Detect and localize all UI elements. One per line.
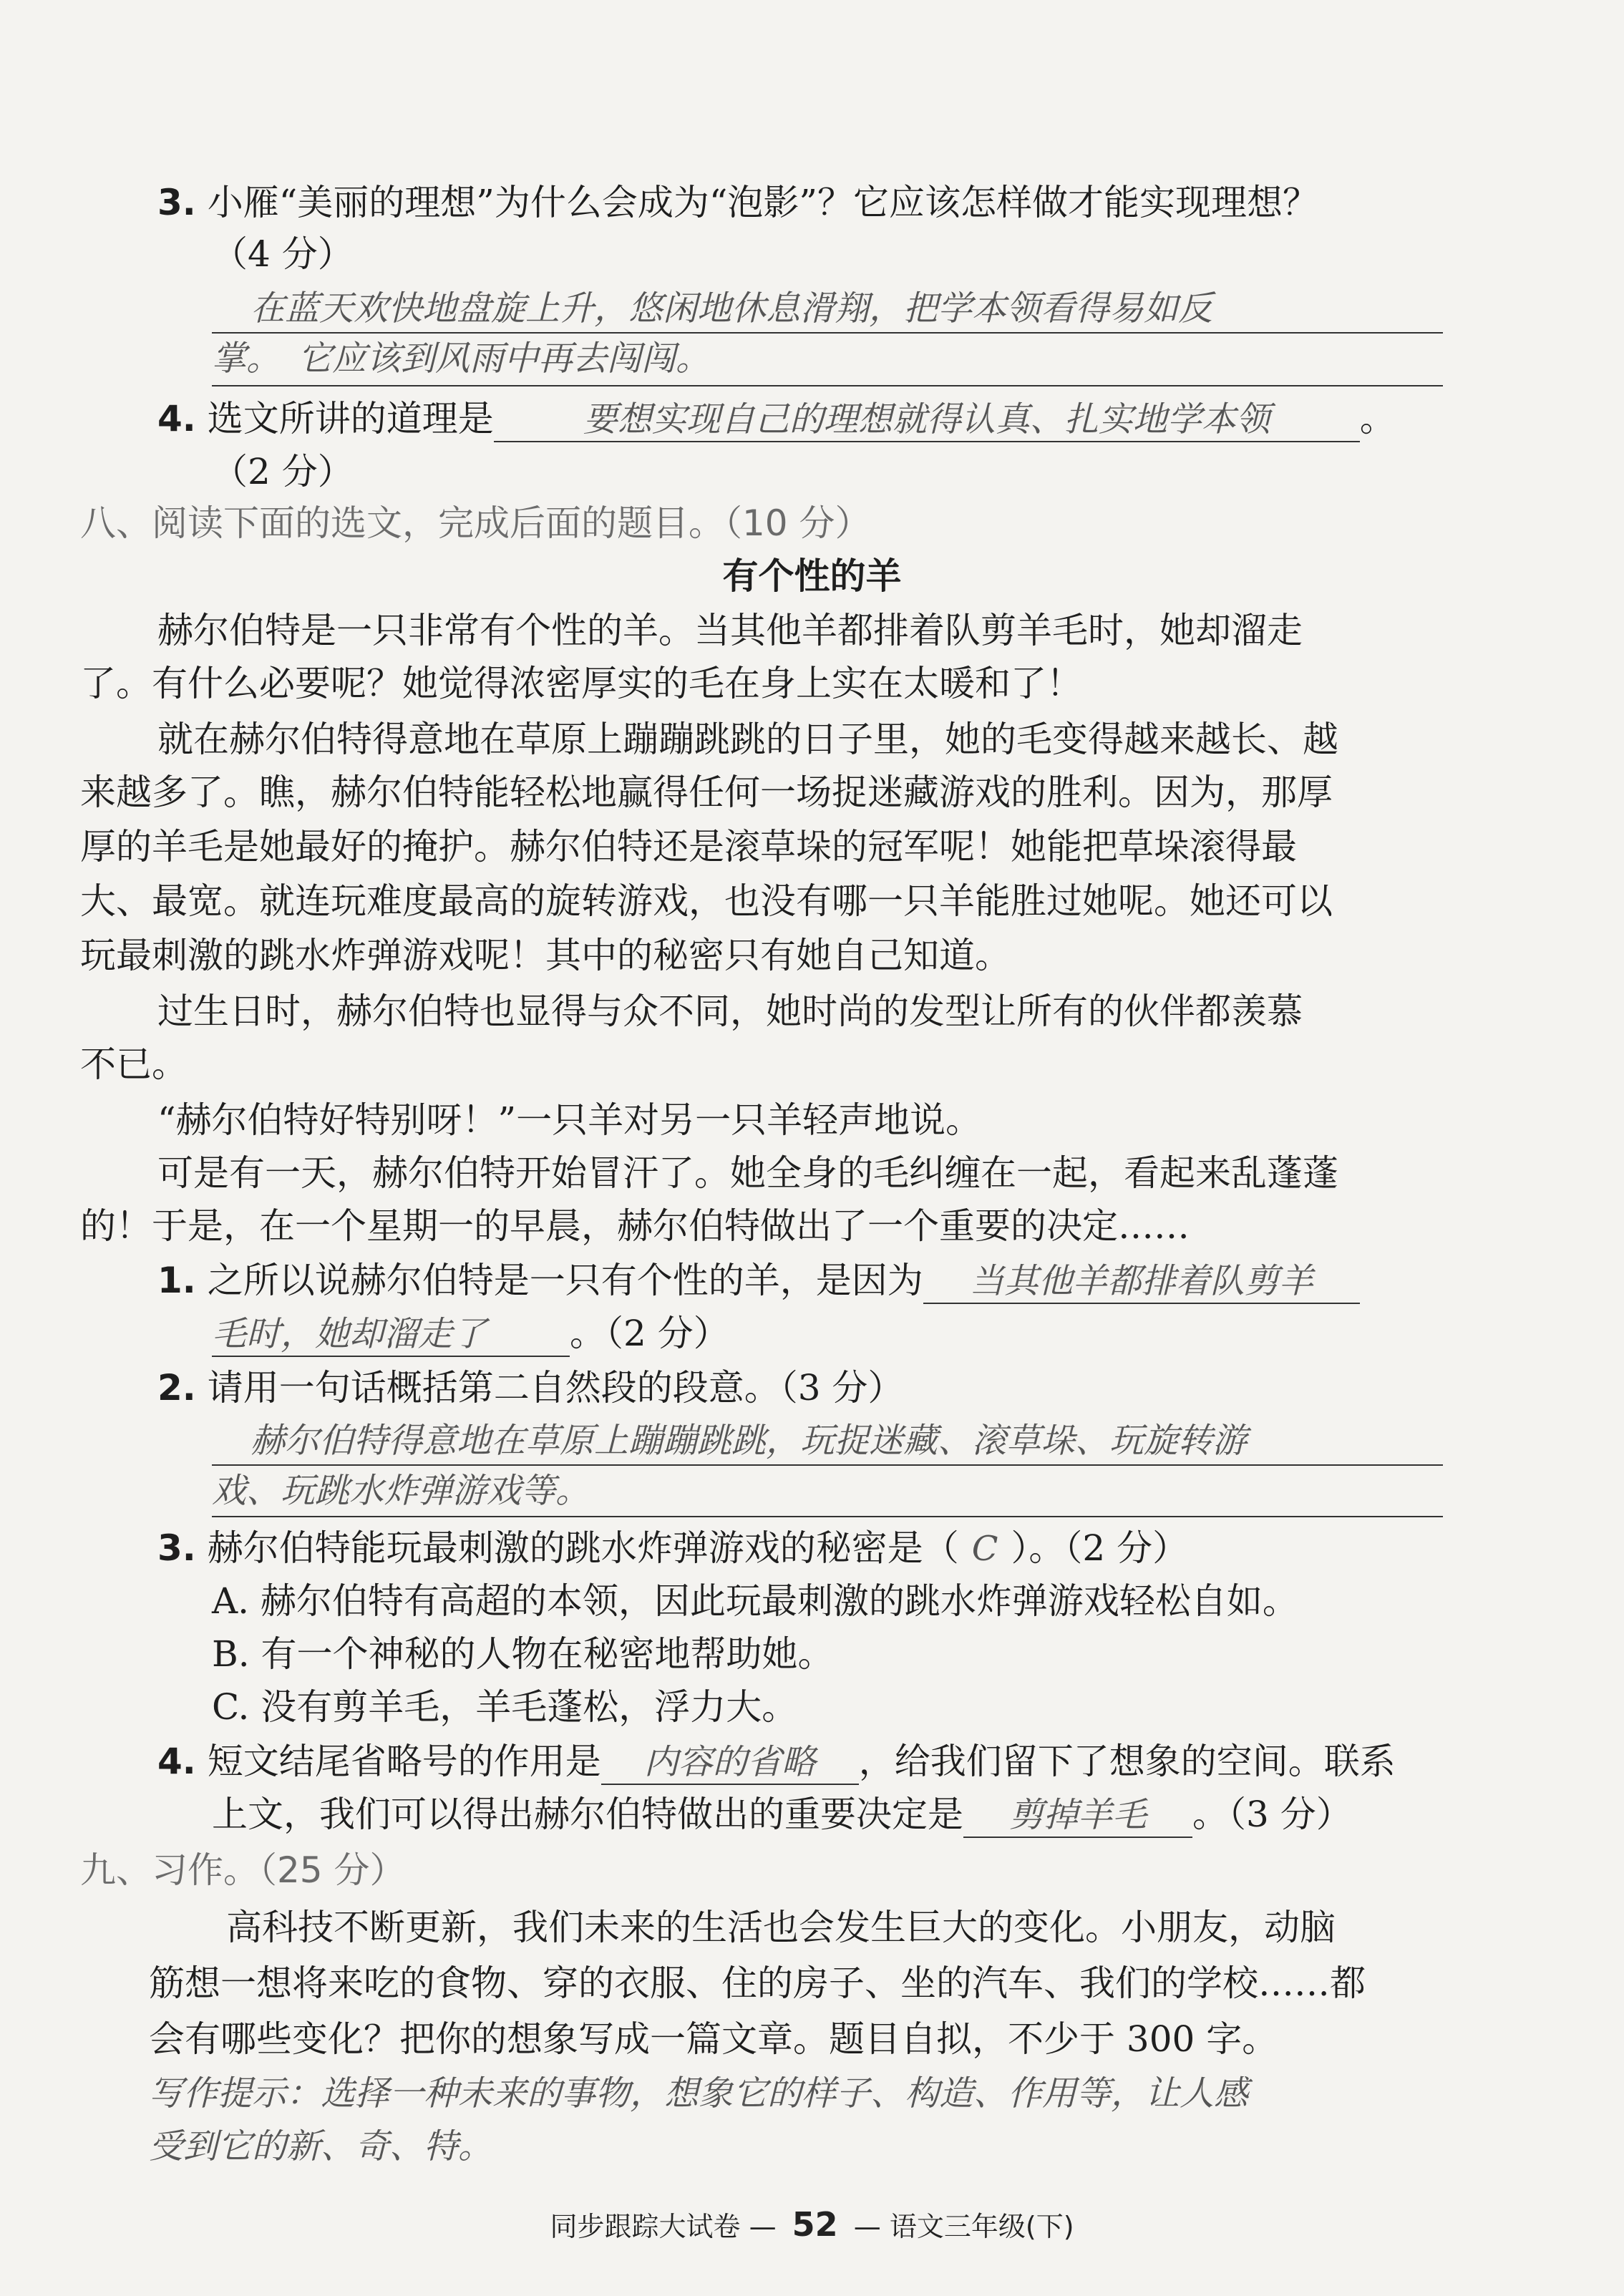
option-b: B. 有一个神秘的人物在秘密地帮助她。 bbox=[212, 1633, 834, 1675]
story-title: 有个性的羊 bbox=[722, 555, 902, 597]
footer-dash: — bbox=[853, 2211, 881, 2242]
question-end: 。 bbox=[1359, 398, 1396, 439]
footer-book-title: 同步跟踪大试卷 bbox=[550, 2211, 741, 2242]
paragraph-line: 不已。 bbox=[80, 1044, 188, 1085]
answer-rule bbox=[212, 385, 1443, 386]
answer-blank: 当其他羊都排着队剪羊 bbox=[923, 1260, 1360, 1304]
question-4-cont bbox=[212, 1788, 1352, 1841]
paragraph-line: 大、最宽。就连玩难度最高的旋转游戏，也没有哪一只羊能胜过她呢。她还可以 bbox=[80, 880, 1333, 922]
question-number: 4. bbox=[157, 1741, 196, 1782]
question-number: 3. bbox=[157, 182, 196, 223]
answer-line-1: 赫尔伯特得意地在草原上蹦蹦跳跳，玩捉迷藏、滚草垛、玩旋转游 bbox=[251, 1421, 1248, 1461]
question-3-score: （4 分） bbox=[212, 233, 354, 275]
answer-line-1: 在蓝天欢快地盘旋上升，悠闲地休息滑翔，把学本领看得易如反 bbox=[251, 288, 1213, 329]
question-text: 小雁“美丽的理想”为什么会成为“泡影”？它应该怎样做才能实现理想？ bbox=[207, 182, 1318, 223]
question-text-end: ）。（2 分） bbox=[1011, 1527, 1189, 1569]
section-heading: 八、阅读下面的选文，完成后面的题目。（10 分） bbox=[80, 502, 871, 544]
prompt-line: 筋想一想将来吃的食物、穿的衣服、住的房子、坐的汽车、我们的学校……都 bbox=[149, 1962, 1366, 2004]
paragraph-line: “赫尔伯特好特别呀！”一只羊对另一只羊轻声地说。 bbox=[157, 1099, 982, 1141]
paragraph-line: 厚的羊毛是她最好的掩护。赫尔伯特还是滚草垛的冠军呢！她能把草垛滚得最 bbox=[80, 826, 1297, 867]
question-text: 短文结尾省略号的作用是 bbox=[207, 1741, 601, 1782]
question-2 bbox=[157, 1361, 903, 1414]
question-3-choice bbox=[157, 1522, 1188, 1575]
answer-line-2: 戏、玩跳水炸弹游戏等。 bbox=[212, 1471, 590, 1511]
answer-blank: 剪掉羊毛 bbox=[963, 1794, 1192, 1838]
page-number: 52 bbox=[792, 2205, 838, 2244]
answer-blank: 毛时，她却溜走了 bbox=[212, 1313, 570, 1357]
option-a: A. 赫尔伯特有高超的本领，因此玩最刺激的跳水炸弹游戏轻松自如。 bbox=[212, 1580, 1298, 1622]
paragraph-line: 可是有一天，赫尔伯特开始冒汗了。她全身的毛纠缠在一起，看起来乱蓬蓬 bbox=[157, 1152, 1338, 1194]
answer-rule bbox=[212, 1516, 1443, 1517]
question-text: 上文，我们可以得出赫尔伯特做出的重要决定是 bbox=[212, 1794, 963, 1835]
question-number: 4. bbox=[157, 398, 196, 439]
question-4-score: （2 分） bbox=[212, 451, 354, 492]
paragraph-line: 玩最刺激的跳水炸弹游戏呢！其中的秘密只有她自己知道。 bbox=[80, 935, 1011, 976]
footer-dash: — bbox=[749, 2211, 777, 2242]
question-1-cont bbox=[212, 1307, 729, 1360]
paragraph-line: 的！于是，在一个星期一的早晨，赫尔伯特做出了一个重要的决定…… bbox=[80, 1205, 1190, 1247]
answer-choice: C bbox=[971, 1529, 998, 1569]
question-text: 选文所讲的道理是 bbox=[207, 398, 494, 439]
question-text: 赫尔伯特能玩最刺激的跳水炸弹游戏的秘密是（ bbox=[207, 1527, 959, 1569]
prompt-line: 会有哪些变化？把你的想象写成一篇文章。题目自拟，不少于 300 字。 bbox=[149, 2018, 1278, 2060]
section-heading: 九、习作。（25 分） bbox=[80, 1849, 406, 1891]
question-text: ，给我们留下了想象的空间。联系 bbox=[858, 1741, 1396, 1782]
answer-line-2: 掌。 它应该到风雨中再去闯闯。 bbox=[212, 339, 711, 379]
question-number: 2. bbox=[157, 1367, 196, 1409]
question-number: 1. bbox=[157, 1260, 196, 1301]
footer-subject: 语文三年级(下) bbox=[889, 2211, 1074, 2242]
paragraph-line: 过生日时，赫尔伯特也显得与众不同，她时尚的发型让所有的伙伴都羡慕 bbox=[157, 991, 1303, 1032]
paragraph-line: 了。有什么必要呢？她觉得浓密厚实的毛在身上实在太暖和了！ bbox=[80, 663, 1082, 704]
paragraph-line: 来越多了。瞧，赫尔伯特能轻松地赢得任何一场捉迷藏游戏的胜利。因为，那厚 bbox=[80, 772, 1333, 813]
question-4 bbox=[157, 1735, 1396, 1788]
question-text: 之所以说赫尔伯特是一只有个性的羊，是因为 bbox=[207, 1260, 923, 1301]
page-footer bbox=[0, 2204, 1624, 2244]
question-score: 。（3 分） bbox=[1192, 1794, 1352, 1835]
paragraph-line: 就在赫尔伯特得意地在草原上蹦蹦跳跳的日子里，她的毛变得越来越长、越 bbox=[157, 719, 1338, 760]
prompt-line: 高科技不断更新，我们未来的生活也会发生巨大的变化。小朋友，动脑 bbox=[226, 1907, 1336, 1948]
hint-line: 受到它的新、奇、特。 bbox=[149, 2126, 493, 2166]
answer-blank: 要想实现自己的理想就得认真、扎实地学本领 bbox=[494, 398, 1360, 442]
question-number: 3. bbox=[157, 1527, 196, 1569]
question-1 bbox=[157, 1254, 1360, 1307]
answer-blank: 内容的省略 bbox=[601, 1741, 859, 1785]
question-score: 。（2 分） bbox=[570, 1313, 729, 1354]
question-text: 请用一句话概括第二自然段的段意。（3 分） bbox=[207, 1367, 904, 1409]
hint-line: 写作提示：选择一种未来的事物，想象它的样子、构造、作用等，让人感 bbox=[149, 2073, 1249, 2113]
paragraph-line: 赫尔伯特是一只非常有个性的羊。当其他羊都排着队剪羊毛时，她却溜走 bbox=[157, 610, 1303, 651]
question-3 bbox=[157, 176, 1318, 229]
question-4 bbox=[157, 392, 1396, 445]
option-c: C. 没有剪羊毛，羊毛蓬松，浮力大。 bbox=[212, 1686, 798, 1728]
